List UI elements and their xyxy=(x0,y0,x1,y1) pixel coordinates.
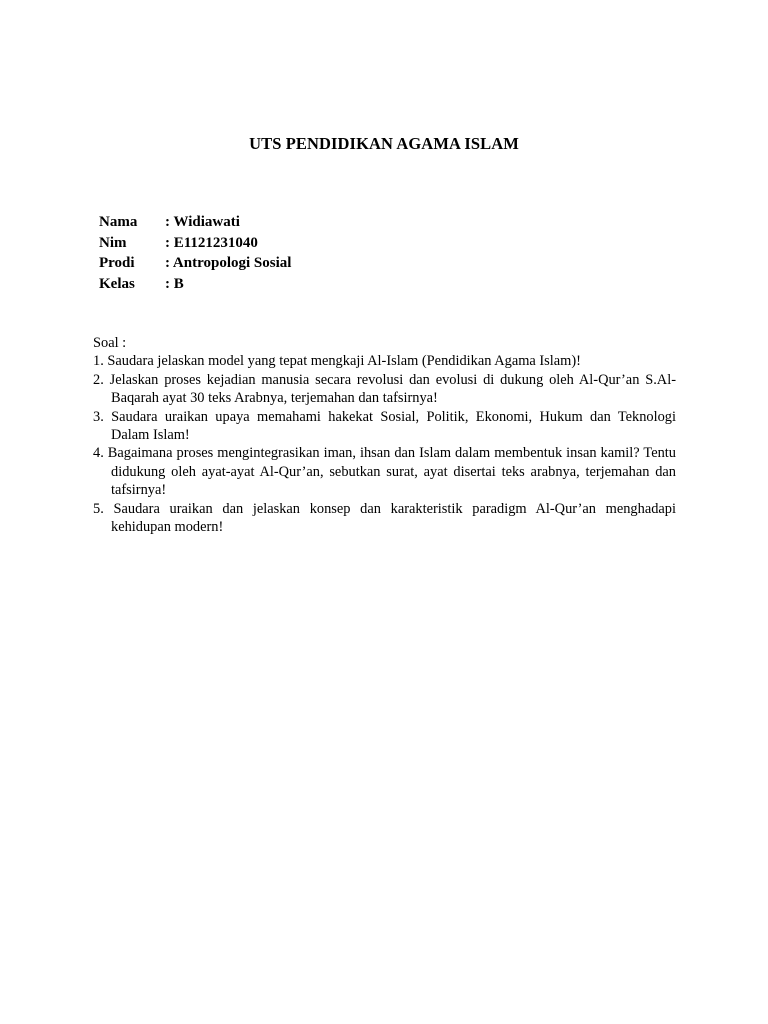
identity-value: : B xyxy=(165,276,184,293)
question-item-4: 4. Bagaimana proses mengintegrasikan iman, ihsan dan Islam dalam membentuk insan kamil? Tentu didukung oleh ayat-ayat Al-Qur’an, sebutkan surat, ayat disertai teks arabnya, terjemahan dan tafsirnya! xyxy=(93,445,676,499)
question-item-3: 3. Saudara uraikan upaya memahami hakekat Sosial, Politik, Ekonomi, Hukum dan Teknologi Dalam Islam! xyxy=(93,408,676,444)
questions-block xyxy=(93,334,676,536)
identity-value: : E1121231040 xyxy=(165,234,258,251)
identity-label: Prodi xyxy=(99,255,135,272)
identity-row-prodi xyxy=(99,253,291,274)
question-item-1: 1. Saudara jelaskan model yang tepat mengkaji Al-Islam (Pendidikan Agama Islam)! xyxy=(93,353,581,370)
identity-label: Nama xyxy=(99,214,138,230)
document-title: UTS PENDIDIKAN AGAMA ISLAM xyxy=(249,134,519,153)
question-item-2: 2. Jelaskan proses kejadian manusia secara revolusi dan evolusi di dukung oleh Al-Qur’an S.Al-Baqarah ayat 30 teks Arabnya, terjemahan dan tafsirnya! xyxy=(93,371,676,407)
question-item-5: 5. Saudara uraikan dan jelaskan konsep dan karakteristik paradigm Al-Qur’an menghadapi kehidupan modern! xyxy=(93,500,676,536)
identity-row-nama xyxy=(99,212,291,233)
soal-heading: Soal : xyxy=(93,335,127,351)
identity-block xyxy=(99,212,291,295)
identity-label: Kelas xyxy=(99,276,135,293)
identity-value: : Widiawati xyxy=(165,214,240,230)
identity-row-nim xyxy=(99,233,291,254)
identity-row-kelas xyxy=(99,274,291,295)
identity-value: : Antropologi Sosial xyxy=(165,255,292,272)
identity-label: Nim xyxy=(99,234,127,251)
